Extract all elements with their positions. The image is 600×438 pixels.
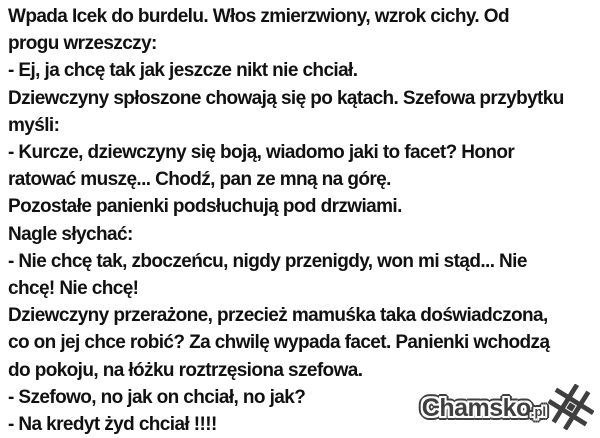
joke-line: Nagle słychać: [8,223,133,245]
joke-line: ratować muszę... Chodź, pan ze mną na górę. [8,169,391,191]
watermark-tld: .pl [530,403,546,419]
joke-line: Pozostałe panienki podsłuchują pod drzwiami. [8,196,402,218]
joke-line: Dziewczyny przerażone, przecież mamuśka taka doświadczona, [8,305,548,327]
watermark-brand: Chamsko [421,393,531,422]
joke-line: Wpada Icek do burdelu. Włos zmierzwiony, wzrok cichy. Od [8,6,509,27]
joke-text [8,3,600,438]
joke-line: chcę! Nie chcę! [8,278,139,300]
watermark-chamsko [422,384,594,432]
joke-line: - Szefowo, no jak on chciał, no jak? [8,386,306,408]
joke-line: - Kurcze, dziewczyny się boją, wiadomo jaki to facet? Honor [8,142,515,164]
joke-line: - Ej, ja chcę tak jak jeszcze nikt nie chciał. [8,60,358,82]
joke-line: - Nie chcę tak, zboczeńcu, nigdy przenigdy, won mi stąd... Nie [8,250,527,272]
joke-line: myśli: [8,114,60,136]
joke-line: co on jej chce robić? Za chwilę wypada facet. Panienki wchodzą [8,332,550,354]
hash-icon [548,384,594,430]
watermark-text [422,394,546,423]
joke-line: Dziewczyny spłoszone chowają się po kątach. Szefowa przybytku [8,87,564,109]
joke-line: do pokoju, na łóżku roztrzęsiona szefowa. [8,359,363,381]
joke-line: progu wrzeszczy: [8,33,157,55]
joke-line: - Na kredyt żyd chciał !!!! [8,414,217,436]
